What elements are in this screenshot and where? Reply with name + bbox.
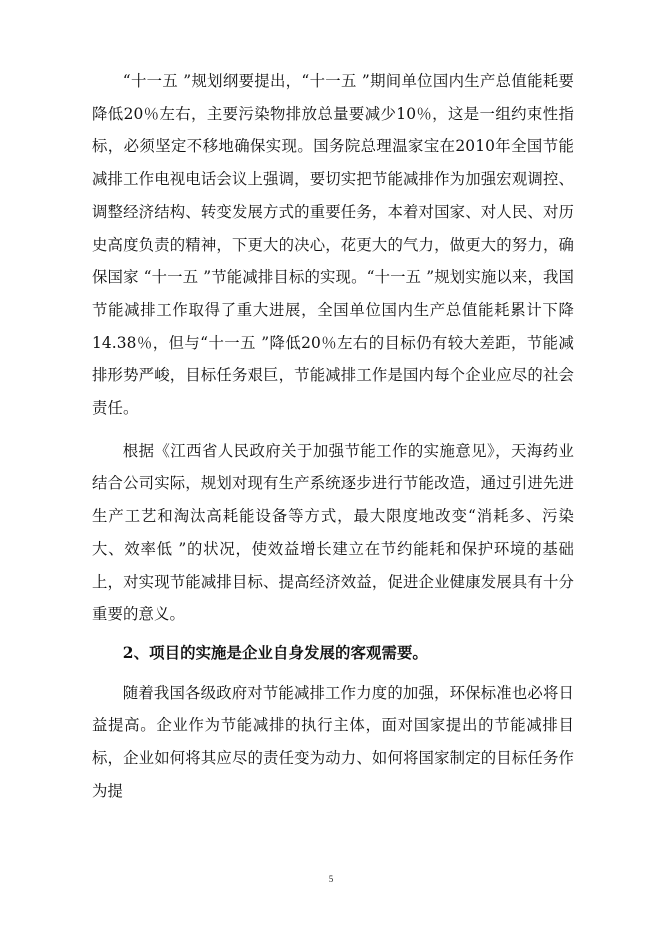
body-text-block [92,65,574,807]
page-number: 5 [328,874,334,884]
paragraph-3: 随着我国各级政府对节能减排工作力度的加强，环保标准也必将日益提高。企业作为节能减排的执行主体，面对国家提出的节能减排目标，企业如何将其应尽的责任变为动力、如何将国家制定的目标任务作为提 [92,683,574,800]
paragraph-2: 根据《江西省人民政府关于加强节能工作的实施意见》，天海药业结合公司实际，规划对现有生产系统逐步进行节能改造，通过引进先进生产工艺和淘汰高耗能设备等方式，最大限度地改变“消耗多、污染大、效率低 ”的状况，使效益增长建立在节约能耗和保护环境的基础上，对实现节能减排目标、提高经济效益，促进企业健康发展具有十分重要的意义。 [92,441,574,624]
paragraph-1: “十一五 ”规划纲要提出，“十一五 ”期间单位国内生产总值能耗要降低20％左右，主要污染物排放总量要减少10％，这是一组约束性指标，必须坚定不移地确保实现。国务院总理温家宝在2010年全国节能减排工作电视电话会议上强调，要切实把节能减排作为加强宏观调控、调整经济结构、转变发展方式的重要任务，本着对国家、对人民、对历史高度负责的精神，下更大的决心，花更大的气力，做更大的努力，确保国家 “十一五 ”节能减排目标的实现。“十一五 ”规划实施以来，我国节能减排工作取得了重大进展，全国单位国内生产总值能耗累计下降14.38％，但与“十一五 ”降低20％左右的目标仍有较大差距，节能减排形势严峻，目标任务艰巨，节能减排工作是国内每个企业应尽的社会责任。 [92,72,574,418]
section-heading: 2、项目的实施是企业自身发展的客观需要。 [122,643,428,662]
